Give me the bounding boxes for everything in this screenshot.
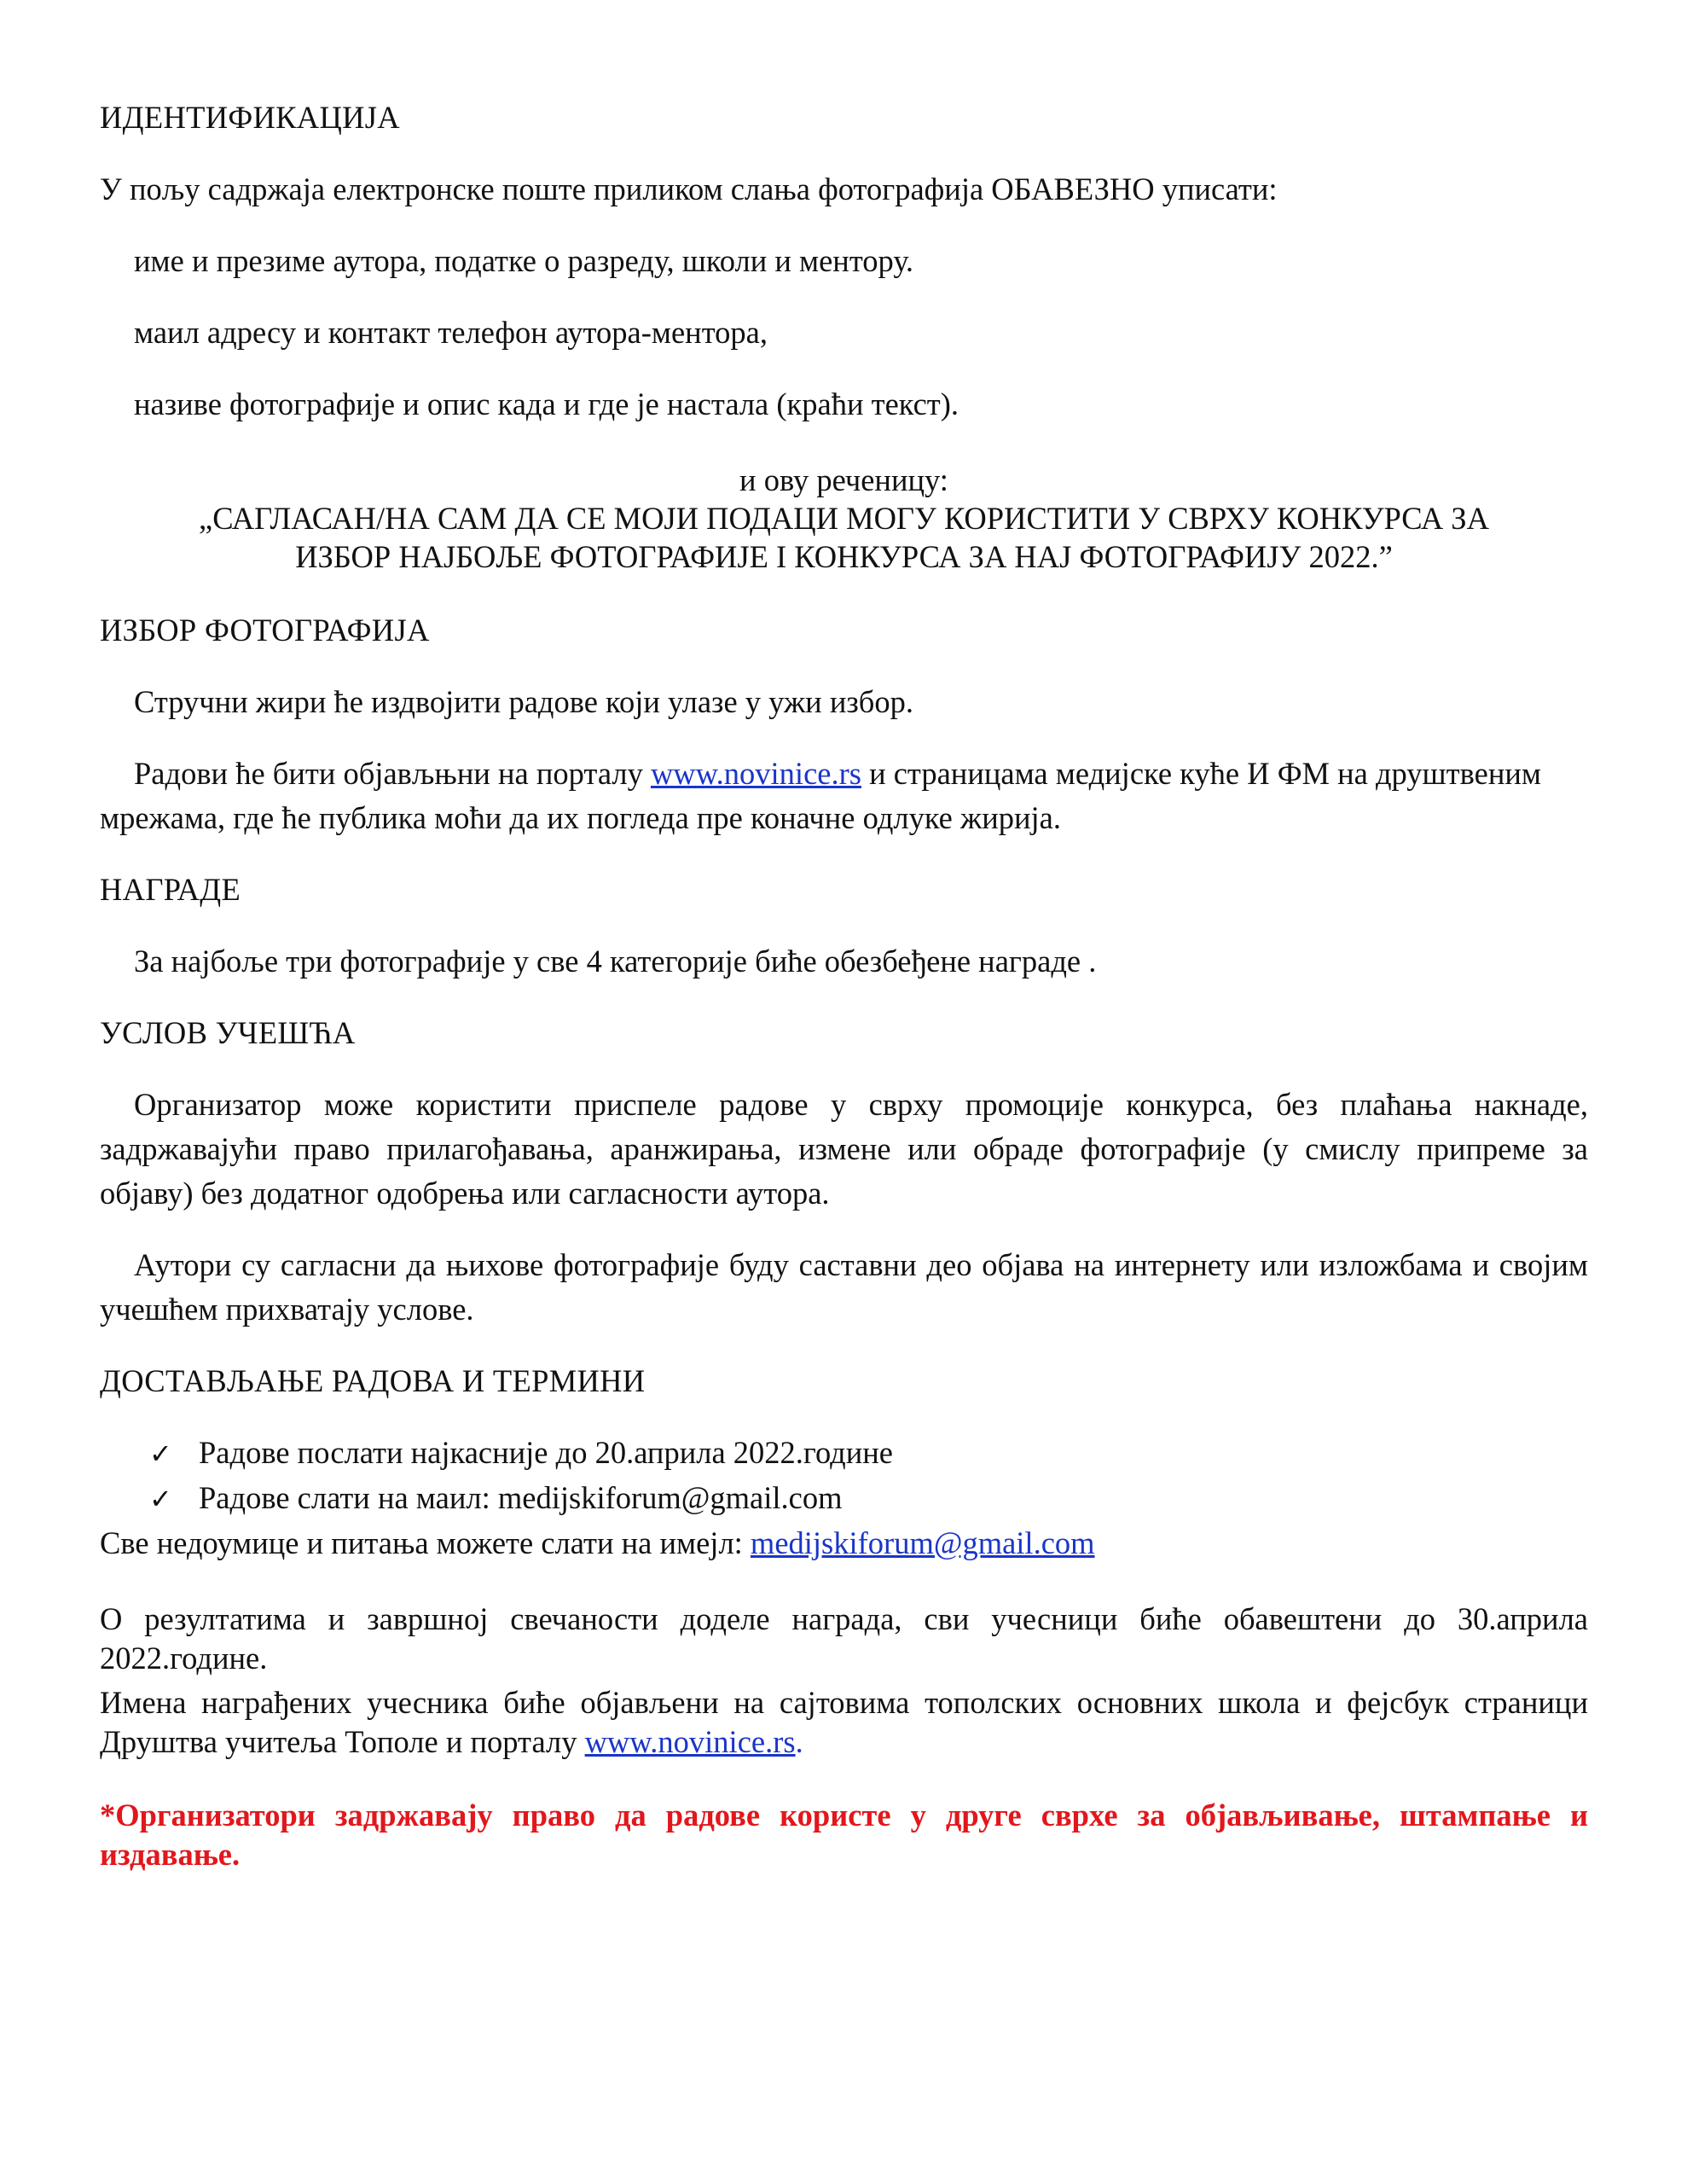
names-text: [100, 1683, 1588, 1762]
section-heading-delivery: ДОСТАВЉАЊЕ РАДОВА И ТЕРМИНИ: [100, 1363, 646, 1398]
consent-line: ИЗБОР НАЈБОЉЕ ФОТОГРАФИЈЕ I КОНКУРСА ЗА НАЈ ФОТОГРАФИЈУ 2022.”: [295, 539, 1393, 574]
identification-item: име и презиме аутора, податке о разреду, школи и ментору.: [134, 243, 914, 278]
portal-link[interactable]: www.novinice.rs: [584, 1724, 796, 1759]
conditions-paragraph: Аутори су сагласни да њихове фотографије буду саставни део објава на интернету или изложбама и својим учешћем прихватају услове.: [100, 1247, 1588, 1327]
publish-text-after: и страницама медијске куће И ФМ на друштвеним мрежама, где ће публика моћи да их погледа пре коначне одлуке жирија.: [100, 756, 1542, 835]
questions-text-before: Све недоумице и питања можете слати на имејл:: [100, 1525, 751, 1560]
awards-text: За најбоље три фотографије у све 4 категорије биће обезбеђене награде .: [134, 944, 1097, 979]
organizer-notice: *Организатори задржавају право да радове користе у друге сврхе за објављивање, штампање и издавање.: [100, 1798, 1588, 1872]
checklist-item-text: Радове послати најкасније до 20.априла 2022.године: [199, 1435, 893, 1470]
questions-text: [100, 1521, 1588, 1565]
jury-text: Стручни жири ће издвојити радове који улазе у ужи избор.: [134, 684, 913, 719]
email-link[interactable]: medijskiforum@gmail.com: [750, 1525, 1095, 1560]
identification-intro: У пољу садржаја електронске поште приликом слања фотографија ОБАВЕЗНО уписати:: [100, 171, 1278, 206]
delivery-checklist: [100, 1431, 1588, 1521]
consent-block: [100, 461, 1588, 576]
section-heading-conditions: УСЛОВ УЧЕШЋА: [100, 1015, 356, 1050]
checkmark-icon: ✓: [149, 1438, 172, 1470]
identification-item: маил адресу и контакт телефон аутора-ментора,: [134, 315, 768, 350]
section-heading-selection: ИЗБОР ФОТОГРАФИЈА: [100, 613, 430, 648]
conditions-paragraph: Организатор може користити приспеле радове у сврху промоције конкурса, без плаћања накнаде, задржавајући право прилагођавања, аранжирања, измене или обраде фотографије (у смислу припреме за објаву) без додатног одобрења или сагласности аутора.: [100, 1087, 1588, 1211]
section-heading-identification: ИДЕНТИФИКАЦИЈА: [100, 100, 400, 135]
names-text-after: .: [795, 1724, 803, 1759]
identification-item: називе фотографије и опис када и где је настала (краћи текст).: [134, 386, 959, 421]
consent-line: „САГЛАСАН/НА САМ ДА СЕ МОЈИ ПОДАЦИ МОГУ КОРИСТИТИ У СВРХУ КОНКУРСА ЗА: [199, 501, 1489, 536]
publish-text-before: Радови ће бити објављњни на порталу: [134, 756, 651, 791]
checklist-item: [149, 1431, 1588, 1476]
results-text: О резултатима и завршној свечаности доделе награда, сви учесници биће обавештени до 30.априла 2022.године.: [100, 1601, 1588, 1676]
publish-text: [100, 752, 1588, 840]
names-text-before: Имена награђених учесника биће објављени на сајтовима тополских основних школа и фејсбук страници Друштва учитеља Тополе и порталу: [100, 1685, 1588, 1759]
checklist-item: [149, 1476, 1588, 1521]
document-page: [100, 96, 1588, 1874]
sentence-intro: и ову реченицу:: [739, 462, 948, 497]
portal-link[interactable]: www.novinice.rs: [650, 756, 861, 791]
checkmark-icon: ✓: [149, 1483, 172, 1515]
section-heading-awards: НАГРАДЕ: [100, 872, 241, 907]
checklist-item-text: Радове слати на маил: medijskiforum@gmail.com: [199, 1480, 843, 1515]
